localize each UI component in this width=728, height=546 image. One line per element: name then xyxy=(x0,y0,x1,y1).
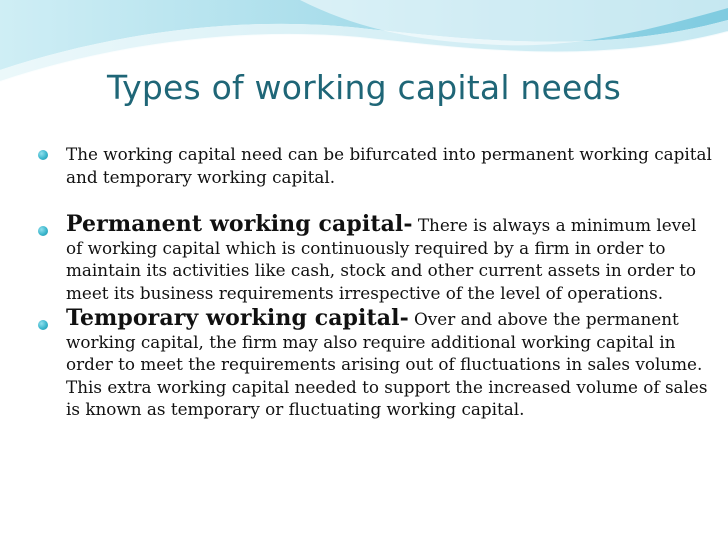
bullet-list xyxy=(16,143,716,421)
term-dash: - xyxy=(399,305,409,331)
bullet-text: The working capital need can be bifurcated into permanent working capital and temporary working capital. xyxy=(66,144,712,187)
bullet-text-block xyxy=(66,307,716,421)
bullet-text: Over and above the permanent working capital, the firm may also require additional working capital in order to meet the requirements arising out of fluctuations in sales volume. This extra working capital needed to support the increased volume of sales is known as temporary or fluctuating working capital. xyxy=(66,309,708,419)
bullet-item-bifurcation xyxy=(16,143,716,188)
bullet-dot-icon xyxy=(38,320,48,330)
bullet-text-block xyxy=(66,213,716,304)
term-permanent: Permanent working capital xyxy=(66,211,404,237)
term-temporary: Temporary working capital xyxy=(66,305,400,331)
bullet-item-temporary xyxy=(16,307,716,421)
slide-title: Types of working capital needs xyxy=(106,68,622,107)
bullet-dot-icon xyxy=(38,226,48,236)
bullet-item-permanent xyxy=(16,213,716,304)
bullet-text: There is always a minimum level of working capital which is continuously required by a firm in order to maintain its activities like cash, stock and other current assets in order to meet its business requirements irrespective of the level of operations. xyxy=(66,215,697,303)
bullet-dot-icon xyxy=(38,150,48,160)
term-dash: - xyxy=(403,211,413,237)
